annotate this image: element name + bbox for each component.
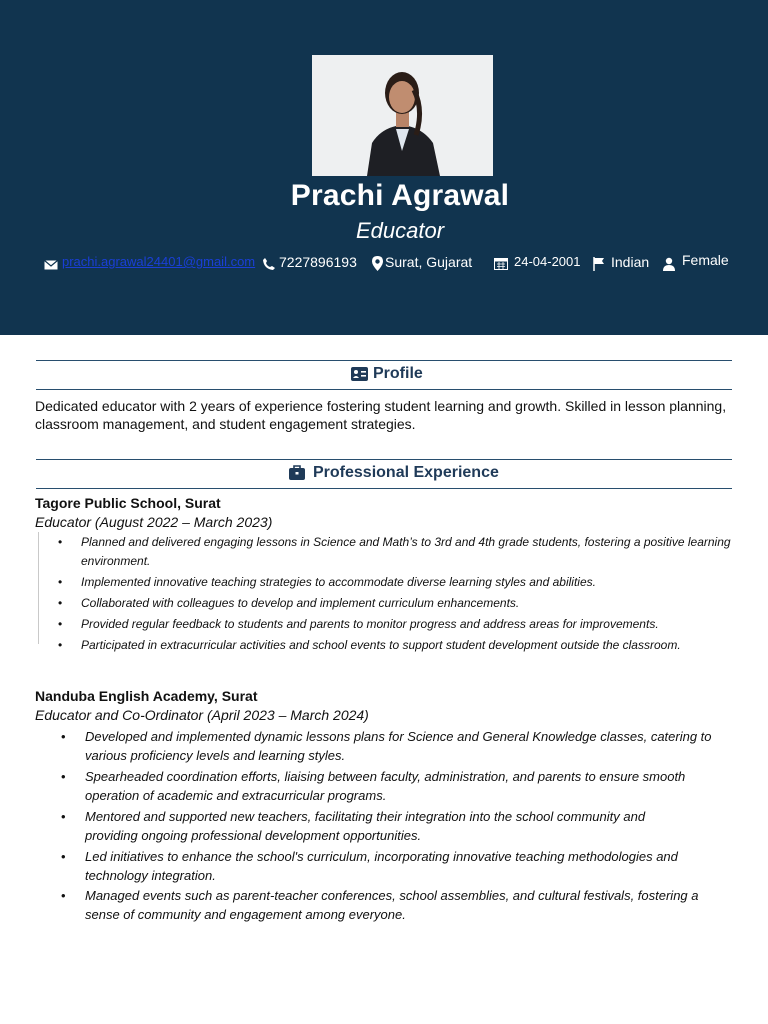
experience-heading: Professional Experience	[313, 464, 499, 481]
list-item-continuation	[85, 786, 735, 805]
user-icon	[663, 257, 675, 271]
phone-icon	[262, 257, 276, 271]
envelope-icon	[44, 260, 58, 270]
list-item: • Managed events such as parent-teacher conferences, school assemblies, and cultural festivals, fostering a	[61, 888, 699, 903]
list-item: • Led initiatives to enhance the school's curriculum, incorporating innovative teaching methodologies and	[61, 849, 678, 864]
job-2-bullet-5-cont: sense of community and engagement among everyone.	[85, 907, 406, 922]
job-2-bullet-3: Mentored and supported new teachers, facilitating their integration into the school community and	[85, 809, 646, 824]
profile-summary-line-2: classroom management, and student engagement strategies.	[35, 416, 416, 432]
list-item: • Mentored and supported new teachers, facilitating their integration into the school community and	[61, 809, 646, 824]
job-1-bullet-4: Provided regular feedback to students and parents to monitor progress and address areas for improvements.	[81, 617, 659, 631]
list-item: • Implemented innovative teaching strategies to accommodate diverse learning styles and abilities.	[58, 575, 596, 589]
phone-text: 7227896193	[279, 254, 357, 270]
job-2-bullet-3-cont: providing ongoing professional development opportunities.	[85, 828, 422, 843]
candidate-title: Educator	[355, 218, 445, 243]
job-2-bullet-1-cont: various proficiency levels and learning styles.	[85, 748, 346, 763]
list-item: • Spearheaded coordination efforts, liaising between faculty, administration, and parents to ensure smooth	[61, 769, 686, 784]
flag-icon	[593, 257, 605, 271]
job-1-bullet-2: Implemented innovative teaching strategies to accommodate diverse learning styles and abilities.	[81, 575, 596, 589]
job-2-bullet-4-cont: technology integration.	[85, 868, 216, 883]
dob-text: 24-04-2001	[514, 254, 581, 269]
job-2-bullet-5: Managed events such as parent-teacher conferences, school assemblies, and cultural festivals, fostering a	[85, 888, 699, 903]
job-2-bullet-1: Developed and implemented dynamic lessons plans for Science and General Knowledge classes, catering to	[85, 729, 712, 744]
job-1-role: Educator (August 2022 – March 2023)	[35, 514, 273, 530]
list-item-continuation	[85, 866, 735, 885]
list-item: • Planned and delivered engaging lessons in Science and Math’s to 3rd and 4th grade students, fostering a positive learning	[58, 535, 731, 549]
location-text: Surat, Gujarat	[385, 254, 473, 270]
calendar-icon	[494, 257, 508, 270]
list-item: • Developed and implemented dynamic lessons plans for Science and General Knowledge classes, catering to	[61, 729, 712, 744]
profile-heading: Profile	[373, 365, 423, 382]
job-1-bullet-1-cont: environment.	[81, 554, 151, 568]
profile-summary-line-1: Dedicated educator with 2 years of experience fostering student learning and growth. Skilled in lesson planning,	[35, 398, 727, 414]
job-1-bullet-1: Planned and delivered engaging lessons in Science and Math’s to 3rd and 4th grade students, fostering a positive learning	[81, 535, 731, 549]
list-item-continuation	[85, 905, 735, 924]
email-link[interactable]: prachi.agrawal24401@gmail.com	[62, 254, 256, 269]
job-2-company: Nanduba English Academy, Surat	[35, 688, 258, 704]
briefcase-icon	[289, 465, 305, 480]
job-2-bullet-2-cont: operation of academic and extracurricular programs.	[85, 788, 387, 803]
list-item: • Provided regular feedback to students and parents to monitor progress and address areas for improvements.	[58, 617, 659, 631]
profile-photo	[312, 55, 493, 176]
profile-section-header	[36, 360, 732, 390]
job-1-bullet-3: Collaborated with colleagues to develop and implement curriculum enhancements.	[81, 596, 520, 610]
map-pin-icon	[372, 256, 383, 271]
list-item-continuation	[81, 552, 731, 571]
id-card-icon	[351, 367, 368, 381]
header-banner	[0, 0, 768, 335]
experience-section-header	[36, 459, 732, 489]
list-item: • Collaborated with colleagues to develop and implement curriculum enhancements.	[58, 596, 520, 610]
bullet-guide-line	[38, 532, 39, 644]
job-1-company: Tagore Public School, Surat	[35, 495, 221, 511]
list-item-continuation	[85, 826, 735, 845]
list-item: • Participated in extracurricular activities and school events to support student development outside the classroom.	[58, 638, 681, 652]
job-2-role: Educator and Co-Ordinator (April 2023 – March 2024)	[35, 707, 369, 723]
candidate-name: Prachi Agrawal	[290, 179, 510, 212]
job-1-bullet-5: Participated in extracurricular activities and school events to support student development outside the classroom.	[81, 638, 681, 652]
gender-text: Female	[682, 252, 729, 268]
list-item-continuation	[85, 746, 735, 765]
job-2-bullet-4: Led initiatives to enhance the school's curriculum, incorporating innovative teaching methodologies and	[85, 849, 678, 864]
job-2-bullet-2: Spearheaded coordination efforts, liaising between faculty, administration, and parents to ensure smooth	[85, 769, 686, 784]
nationality-text: Indian	[611, 254, 650, 270]
